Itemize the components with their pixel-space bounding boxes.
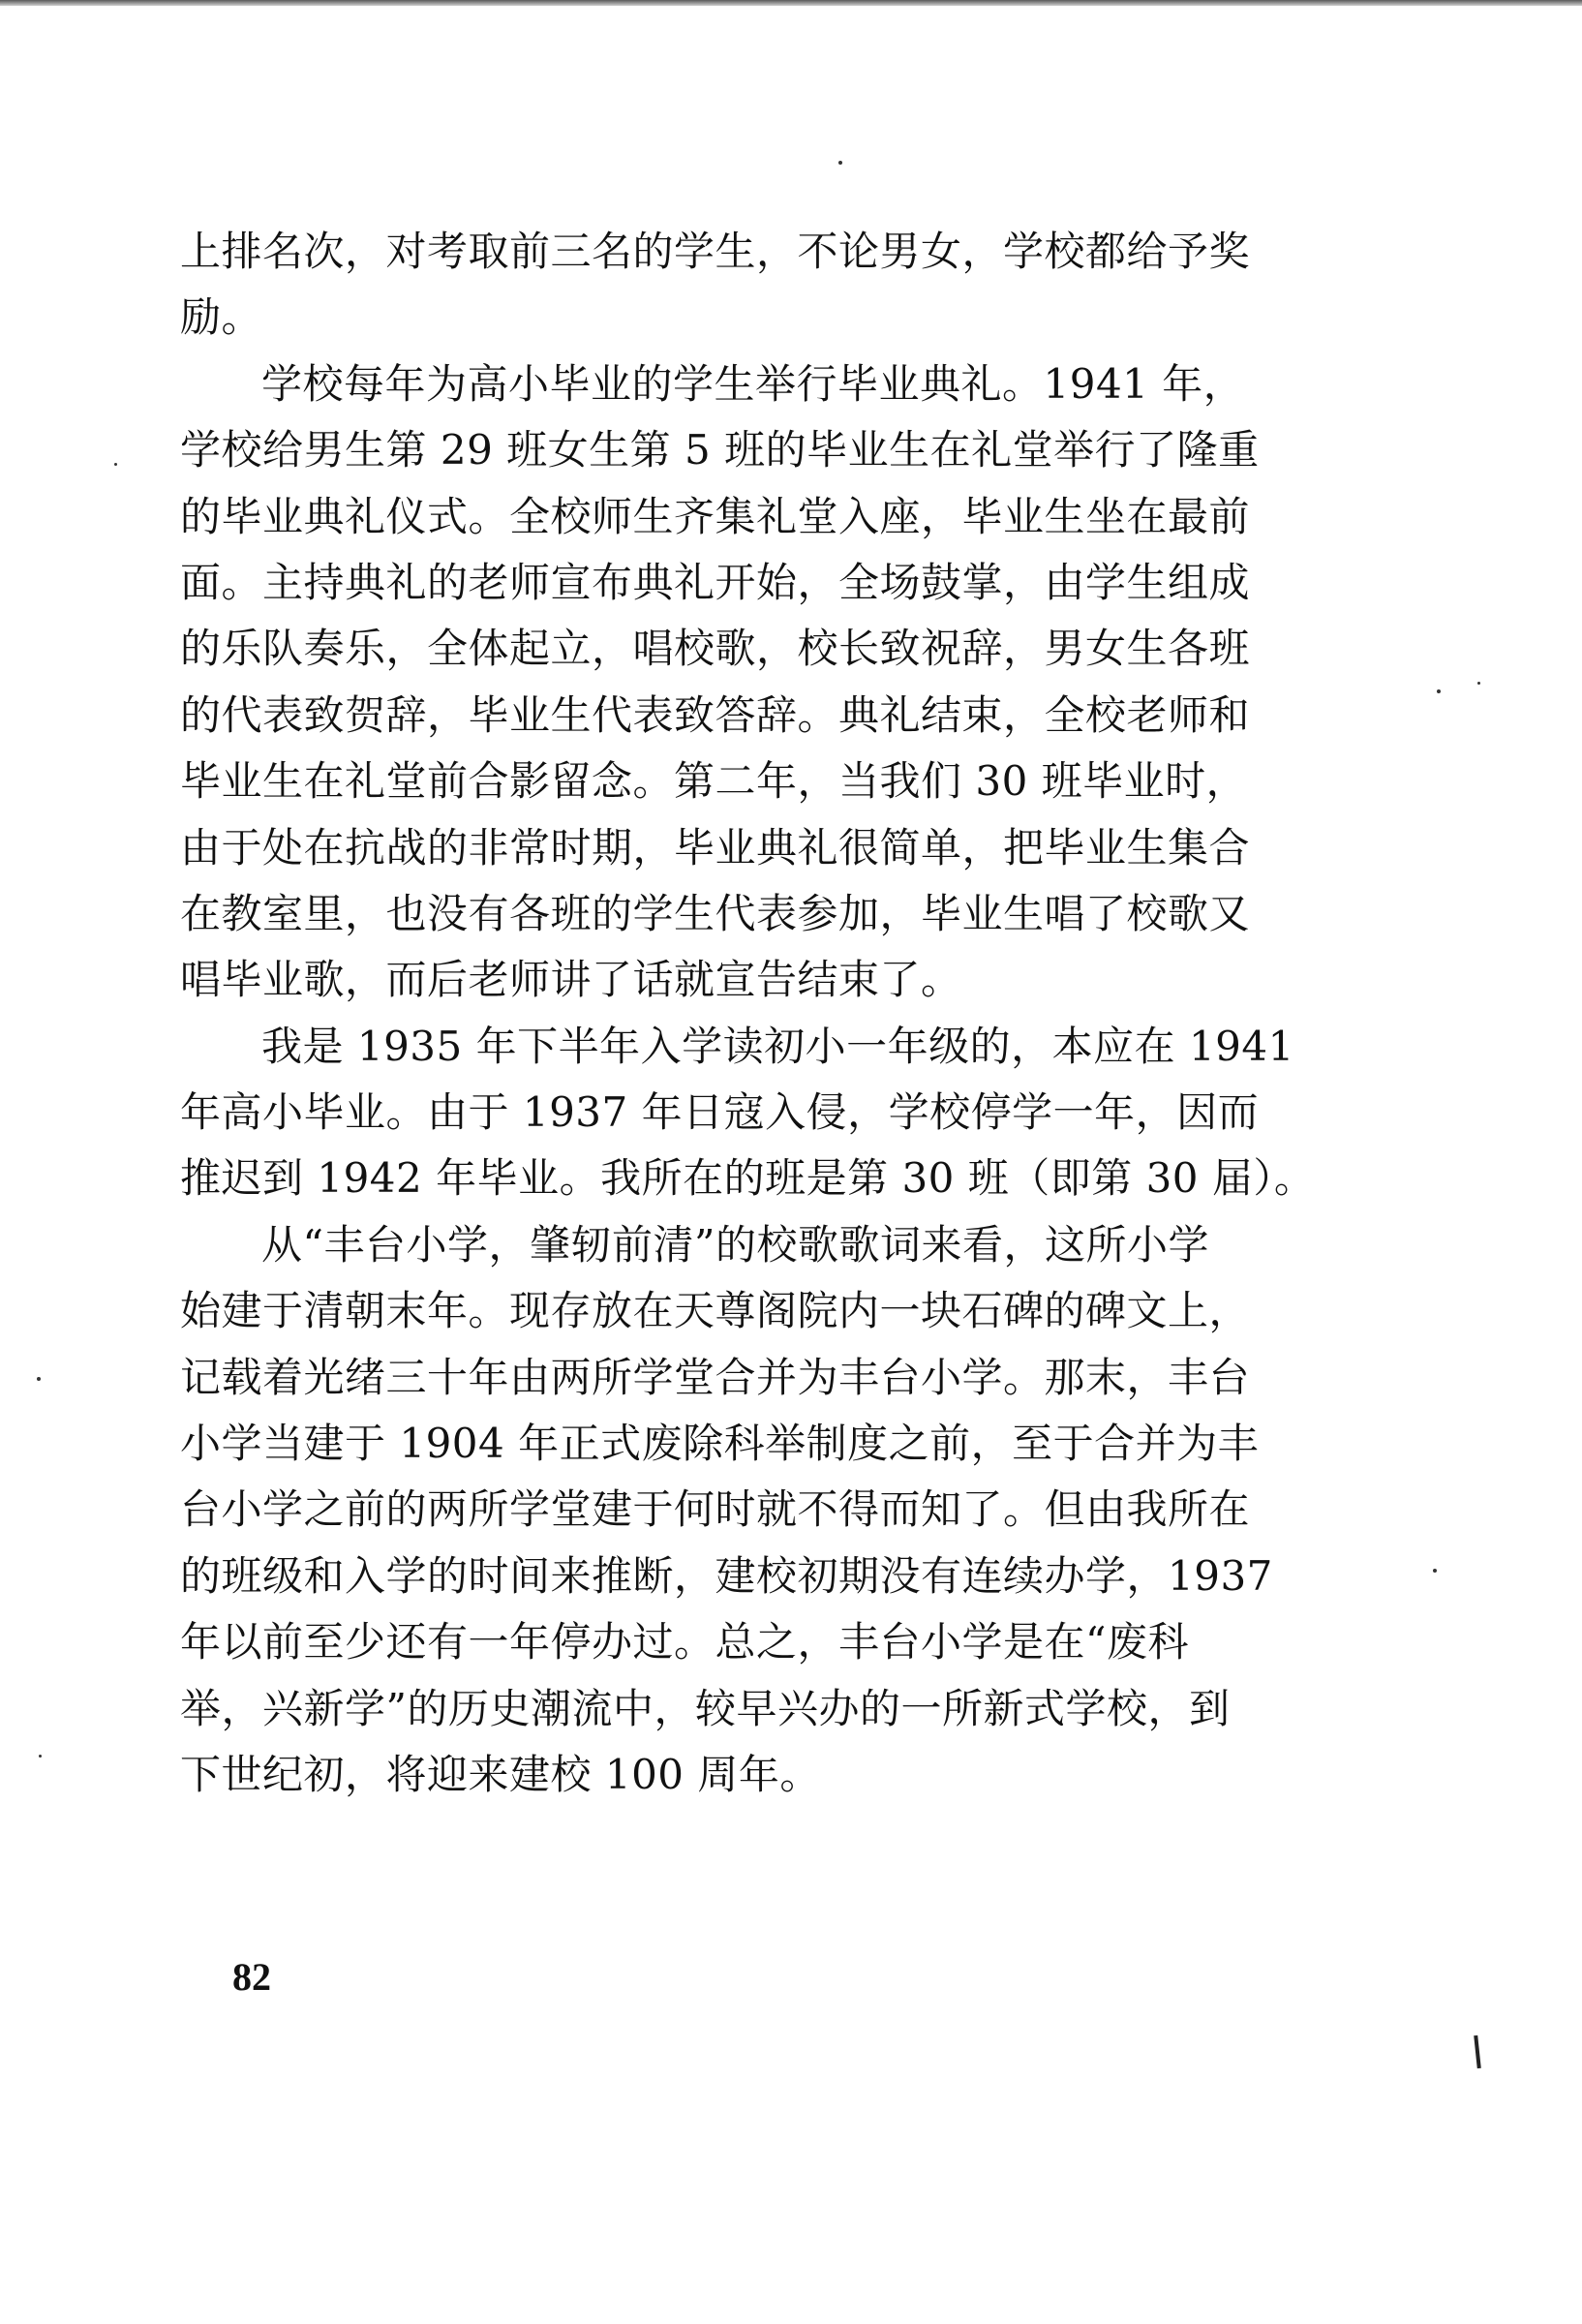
text-line: 我是 1935 年下半年入学读初小一年级的，本应在 1941: [261, 1022, 1294, 1070]
text-line: 由于处在抗战的非常时期，毕业典礼很简单，把毕业生集合: [180, 823, 1251, 872]
scan-speck: [838, 161, 842, 165]
text-line: 上排名次，对考取前三名的学生，不论男女，学校都给予奖: [180, 228, 1251, 275]
text-line: 学校给男生第 29 班女生第 5 班的毕业生在礼堂举行了隆重: [180, 426, 1260, 474]
body-text: [180, 219, 1316, 1808]
scan-speck: [1477, 682, 1480, 685]
text-line: 唱毕业歌，而后老师讲了话就宣告结束了。: [180, 956, 962, 1004]
paragraph-1: [180, 219, 1264, 352]
text-line: 下世纪初，将迎来建校 100 周年。: [180, 1750, 821, 1798]
text-line: 小学当建于 1904 年正式废除科举制度之前，至于合并为丰: [180, 1420, 1260, 1468]
text-line: 的毕业典礼仪式。全校师生齐集礼堂入座，毕业生坐在最前: [180, 492, 1251, 540]
text-line: 年高小毕业。由于 1937 年日寇入侵，学校停学一年，因而: [180, 1088, 1260, 1137]
page-number: 82: [232, 1955, 271, 1999]
scan-speck: [114, 463, 117, 466]
scan-top-edge: [0, 0, 1582, 6]
paragraph-4: [180, 1212, 1273, 1809]
text-line: 从“丰台小学，肇轫前清”的校歌歌词来看，这所小学: [261, 1220, 1209, 1269]
text-line: 年以前至少还有一年停办过。总之，丰台小学是在“废科: [180, 1618, 1189, 1667]
text-line: 记载着光绪三十年由两所学堂合并为丰台小学。那末，丰台: [180, 1353, 1251, 1401]
text-line: 面。主持典礼的老师宣布典礼开始，全场鼓掌，由学生组成: [180, 558, 1251, 606]
text-line: 始建于清朝末年。现存放在天尊阁院内一块石碑的碑文上，: [180, 1287, 1251, 1335]
scan-speck: [1437, 689, 1441, 693]
text-line: 台小学之前的两所学堂建于何时就不得而知了。但由我所在: [180, 1485, 1251, 1534]
text-line: 的班级和入学的时间来推断，建校初期没有连续办学，1937: [180, 1551, 1273, 1600]
scan-speck: [39, 1755, 42, 1758]
text-line: 在教室里，也没有各班的学生代表参加，毕业生唱了校歌又: [180, 889, 1251, 937]
text-line: 励。: [180, 293, 263, 342]
text-line: 毕业生在礼堂前合影留念。第二年，当我们 30 班毕业时，: [180, 757, 1248, 806]
text-line: 举，兴新学”的历史潮流中，较早兴办的一所新式学校，到: [180, 1684, 1231, 1732]
scan-speck: [37, 1377, 41, 1381]
text-line: 学校每年为高小毕业的学生举行毕业典礼。1941 年，: [261, 359, 1245, 408]
text-line: 推迟到 1942 年毕业。我所在的班是第 30 班（即第 30 届）。: [180, 1154, 1316, 1203]
paragraph-3: [180, 1014, 1316, 1212]
text-line: 的代表致贺辞，毕业生代表致答辞。典礼结束，全校老师和: [180, 690, 1251, 739]
scan-speck: [1433, 1569, 1437, 1573]
scan-margin-mark: [1474, 2035, 1481, 2068]
paragraph-2: [180, 352, 1264, 1014]
text-line: 的乐队奏乐，全体起立，唱校歌，校长致祝辞，男女生各班: [180, 625, 1251, 673]
